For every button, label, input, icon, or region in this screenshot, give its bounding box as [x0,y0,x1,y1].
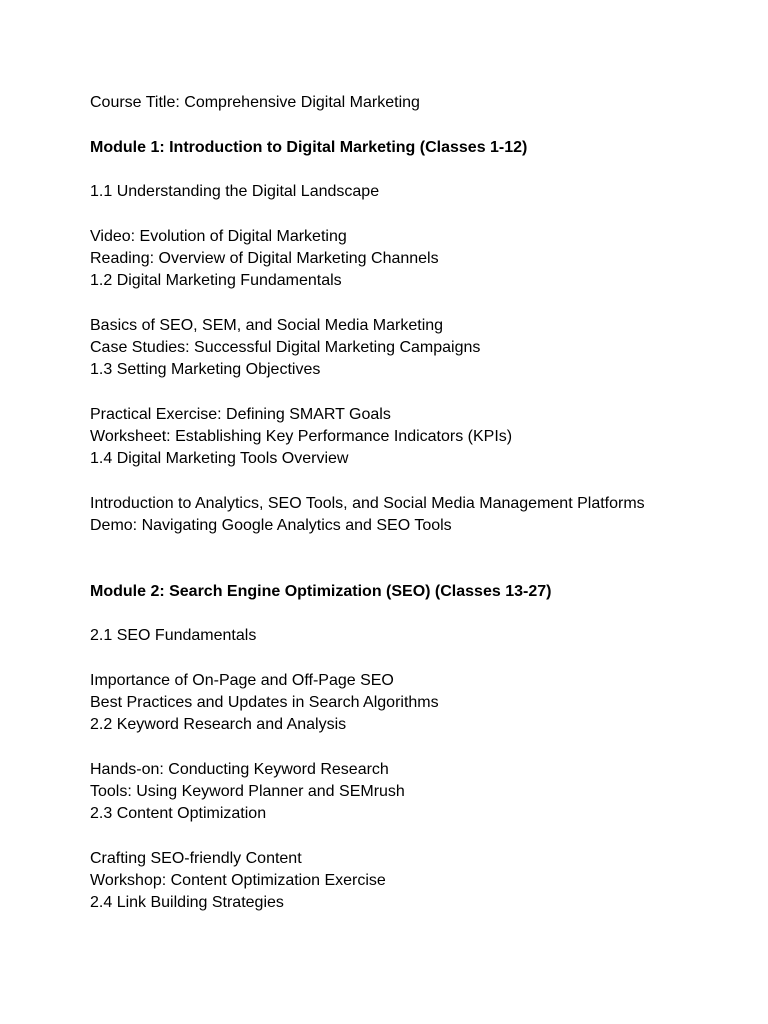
section-2-3-title: 2.3 Content Optimization [90,805,267,822]
section-1-4-title: 1.4 Digital Marketing Tools Overview [90,450,349,467]
section-2-1-item-2: Best Practices and Updates in Search Algorithms [90,694,439,711]
section-2-3-item-2: Workshop: Content Optimization Exercise [90,872,386,889]
section-1-4-item-2: Demo: Navigating Google Analytics and SEO Tools [90,517,452,534]
section-1-2-item-1: Basics of SEO, SEM, and Social Media Marketing [90,317,444,334]
course-title: Course Title: Comprehensive Digital Marketing [90,94,420,111]
section-1-3-item-2: Worksheet: Establishing Key Performance Indicators (KPIs) [90,428,513,445]
section-1-3-title: 1.3 Setting Marketing Objectives [90,361,321,378]
section-2-4-title: 2.4 Link Building Strategies [90,894,284,911]
section-2-1-title: 2.1 SEO Fundamentals [90,627,257,644]
section-1-2-item-2: Case Studies: Successful Digital Marketing Campaigns [90,339,481,356]
section-1-1-item-1: Video: Evolution of Digital Marketing [90,228,347,245]
section-1-1-title: 1.1 Understanding the Digital Landscape [90,183,380,200]
section-2-2-item-2: Tools: Using Keyword Planner and SEMrush [90,783,405,800]
section-2-3-item-1: Crafting SEO-friendly Content [90,850,302,867]
module-2-heading: Module 2: Search Engine Optimization (SEO) (Classes 13-27) [90,583,552,600]
section-1-1-item-2: Reading: Overview of Digital Marketing Channels [90,250,439,267]
section-2-2-item-1: Hands-on: Conducting Keyword Research [90,761,389,778]
section-1-2-title: 1.2 Digital Marketing Fundamentals [90,272,342,289]
section-1-3-item-1: Practical Exercise: Defining SMART Goals [90,406,391,423]
section-1-4-item-1: Introduction to Analytics, SEO Tools, and Social Media Management Platforms [90,495,645,512]
section-2-2-title: 2.2 Keyword Research and Analysis [90,716,347,733]
section-2-1-item-1: Importance of On-Page and Off-Page SEO [90,672,394,689]
module-1-heading: Module 1: Introduction to Digital Marketing (Classes 1-12) [90,139,528,156]
